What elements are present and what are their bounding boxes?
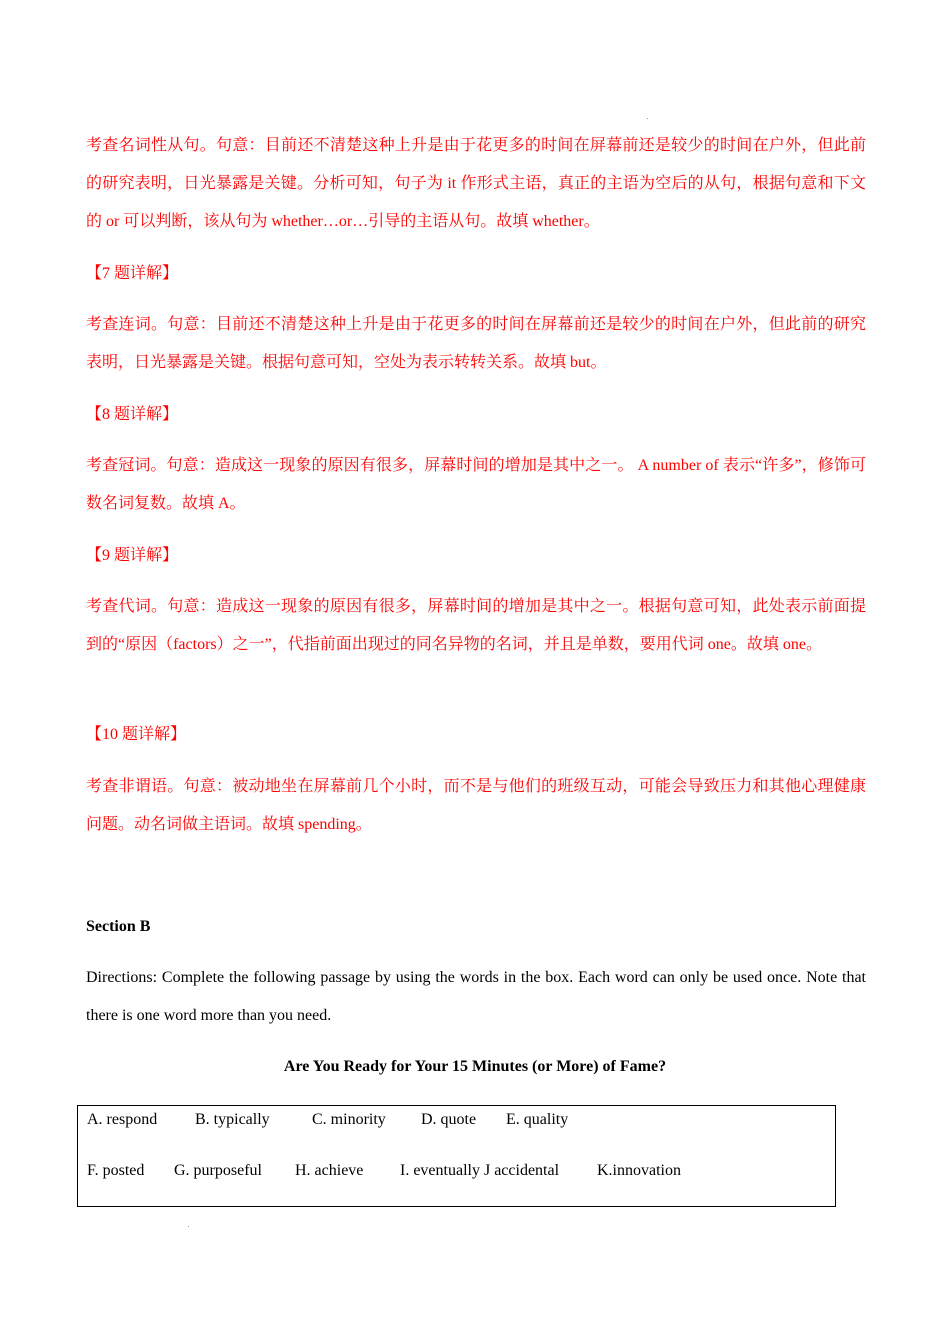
word-box [77, 1105, 836, 1207]
word-option-i-j: I. eventually J accidental [400, 1162, 560, 1179]
explanation-7-text: 考查连词。句意：目前还不清楚这种上升是由于花更多的时间在屏幕前还是较少的时间在户外，但此前的研究表明，日光暴露是关键。根据句意可知，空处为表示转转关系。故填 but。 [86, 316, 866, 371]
word-option-k: K.innovation [597, 1162, 681, 1179]
word-option-a: A. respond [87, 1111, 158, 1128]
explanation-9-heading: 【9 题详解】 [86, 547, 179, 564]
word-option-h: H. achieve [295, 1162, 364, 1179]
explanation-8-text: 考查冠词。句意：造成这一现象的原因有很多，屏幕时间的增加是其中之一。 A number of 表示“许多”，修饰可数名词复数。故填 A。 [86, 457, 866, 512]
word-option-c: C. minority [312, 1111, 386, 1128]
explanation-10-text: 考查非谓语。句意：被动地坐在屏幕前几个小时，而不是与他们的班级互动，可能会导致压力和其他心理健康问题。动名词做主语词。故填 spending。 [86, 778, 866, 833]
word-option-e: E. quality [506, 1111, 569, 1128]
word-option-f: F. posted [87, 1162, 145, 1179]
word-option-g: G. purposeful [174, 1162, 262, 1179]
explanation-7-heading: 【7 题详解】 [86, 265, 179, 282]
section-directions: Directions: Complete the following passage by using the words in the box. Each word can only be used once. Note that there is one word more than you need. [86, 969, 866, 1024]
scan-speck [188, 1226, 189, 1227]
explanation-9-text: 考查代词。句意：造成这一现象的原因有很多，屏幕时间的增加是其中之一。根据句意可知，此处表示前面提到的“原因（factors）之一”，代指前面出现过的同名异物的名词，并且是单数，要用代词 one。故填 one。 [86, 598, 866, 653]
section-title: Section B [86, 918, 151, 935]
explanation-8-heading: 【8 题详解】 [86, 406, 179, 423]
explanation-10-heading: 【10 题详解】 [86, 726, 187, 743]
scan-speck [647, 118, 648, 119]
word-option-d: D. quote [421, 1111, 477, 1128]
word-option-b: B. typically [195, 1111, 270, 1128]
explanation-6-text: 考查名词性从句。句意：目前还不清楚这种上升是由于花更多的时间在屏幕前还是较少的时间在户外，但此前的研究表明，日光暴露是关键。分析可知，句子为 it 作形式主语，真正的主语为空后的从句，根据句意和下文的 or 可以判断，该从句为 whether…or…引导的主语从句。故填 whether。 [86, 137, 866, 230]
passage-title: Are You Ready for Your 15 Minutes (or More) of Fame? [283, 1058, 667, 1075]
